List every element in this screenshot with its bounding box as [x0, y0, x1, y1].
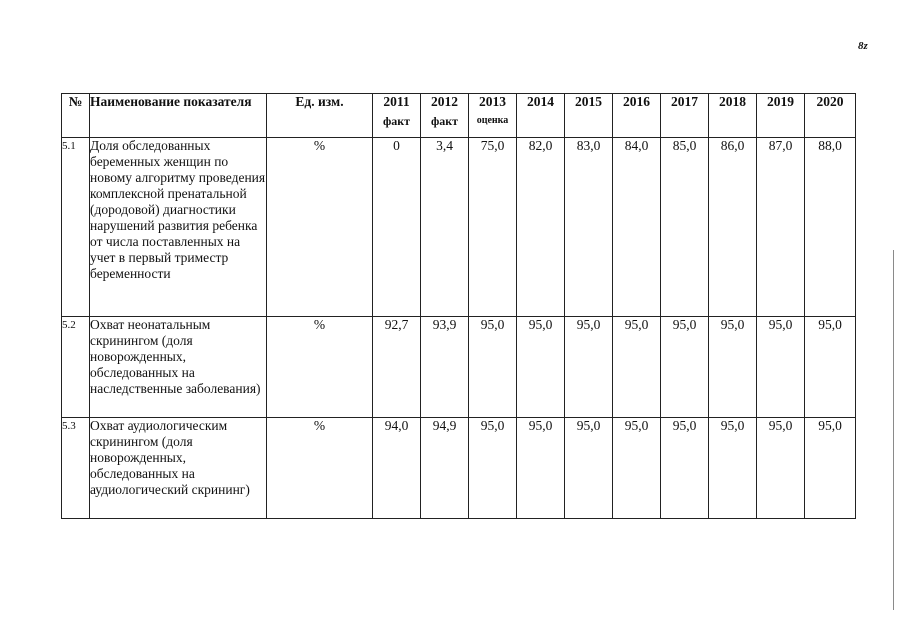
- value-cell: 94,9: [421, 418, 469, 519]
- value-cell: 84,0: [613, 138, 661, 317]
- header-year-2014: [517, 94, 565, 138]
- scan-edge-line: [893, 250, 894, 610]
- value-cell: 83,0: [565, 138, 613, 317]
- value-cell: 95,0: [661, 418, 709, 519]
- value-cell: 86,0: [709, 138, 757, 317]
- table-row: [62, 418, 856, 519]
- header-year-2016: [613, 94, 661, 138]
- value-cell: 95,0: [613, 418, 661, 519]
- header-name: Наименование показателя: [90, 94, 267, 138]
- value-cell: 88,0: [805, 138, 856, 317]
- header-year-2011: [373, 94, 421, 138]
- header-year-2018: [709, 94, 757, 138]
- value-cell: 95,0: [469, 418, 517, 519]
- indicator-name: Охват неонатальным скринингом (доля новорожденных, обследованных на наследственные заболевания): [90, 317, 267, 418]
- header-year: 2011: [383, 94, 410, 109]
- header-row: [62, 94, 856, 138]
- header-year: 2015: [575, 94, 602, 109]
- row-number: 5.1: [62, 138, 90, 317]
- value-cell: 95,0: [805, 418, 856, 519]
- row-number: 5.2: [62, 317, 90, 418]
- header-year-2017: [661, 94, 709, 138]
- value-cell: 95,0: [709, 317, 757, 418]
- value-cell: 87,0: [757, 138, 805, 317]
- value-cell: 95,0: [469, 317, 517, 418]
- indicator-name: Доля обследованных беременных женщин по новому алгоритму проведения комплексной пренатальной (дородовой) диагностики нарушений развития ребенка от числа поставленных на учет в первый триместр беременности: [90, 138, 267, 317]
- header-year-sub: факт: [382, 114, 411, 128]
- value-cell: 92,7: [373, 317, 421, 418]
- unit-cell: %: [267, 418, 373, 519]
- header-year-2019: [757, 94, 805, 138]
- value-cell: 0: [373, 138, 421, 317]
- header-year: 2013: [479, 94, 506, 109]
- value-cell: 3,4: [421, 138, 469, 317]
- value-cell: 95,0: [565, 317, 613, 418]
- header-year-2013: [469, 94, 517, 138]
- value-cell: 95,0: [757, 418, 805, 519]
- header-year: 2018: [719, 94, 746, 109]
- value-cell: 95,0: [661, 317, 709, 418]
- header-year: 2017: [671, 94, 698, 109]
- value-cell: 93,9: [421, 317, 469, 418]
- value-cell: 75,0: [469, 138, 517, 317]
- header-unit: Ед. изм.: [267, 94, 373, 138]
- header-num: №: [62, 94, 90, 138]
- value-cell: 95,0: [613, 317, 661, 418]
- header-year-2012: [421, 94, 469, 138]
- unit-cell: %: [267, 138, 373, 317]
- table-row: [62, 138, 856, 317]
- value-cell: 95,0: [805, 317, 856, 418]
- value-cell: 85,0: [661, 138, 709, 317]
- table-row: [62, 317, 856, 418]
- header-year: 2016: [623, 94, 650, 109]
- header-year-2020: [805, 94, 856, 138]
- header-year-sub: факт: [430, 114, 459, 128]
- row-number: 5.3: [62, 418, 90, 519]
- header-year: 2019: [767, 94, 794, 109]
- header-year: 2012: [431, 94, 458, 109]
- unit-cell: %: [267, 317, 373, 418]
- indicator-name: Охват аудиологическим скринингом (доля новорожденных, обследованных на аудиологический скрининг): [90, 418, 267, 519]
- value-cell: 95,0: [517, 317, 565, 418]
- header-year-sub: оценка: [476, 115, 509, 126]
- page-number-mark: 8z: [858, 40, 868, 52]
- value-cell: 95,0: [517, 418, 565, 519]
- header-year: 2020: [816, 94, 844, 109]
- value-cell: 95,0: [757, 317, 805, 418]
- header-year-2015: [565, 94, 613, 138]
- value-cell: 94,0: [373, 418, 421, 519]
- value-cell: 82,0: [517, 138, 565, 317]
- header-year: 2014: [527, 94, 554, 109]
- indicators-table: [61, 93, 856, 519]
- value-cell: 95,0: [709, 418, 757, 519]
- value-cell: 95,0: [565, 418, 613, 519]
